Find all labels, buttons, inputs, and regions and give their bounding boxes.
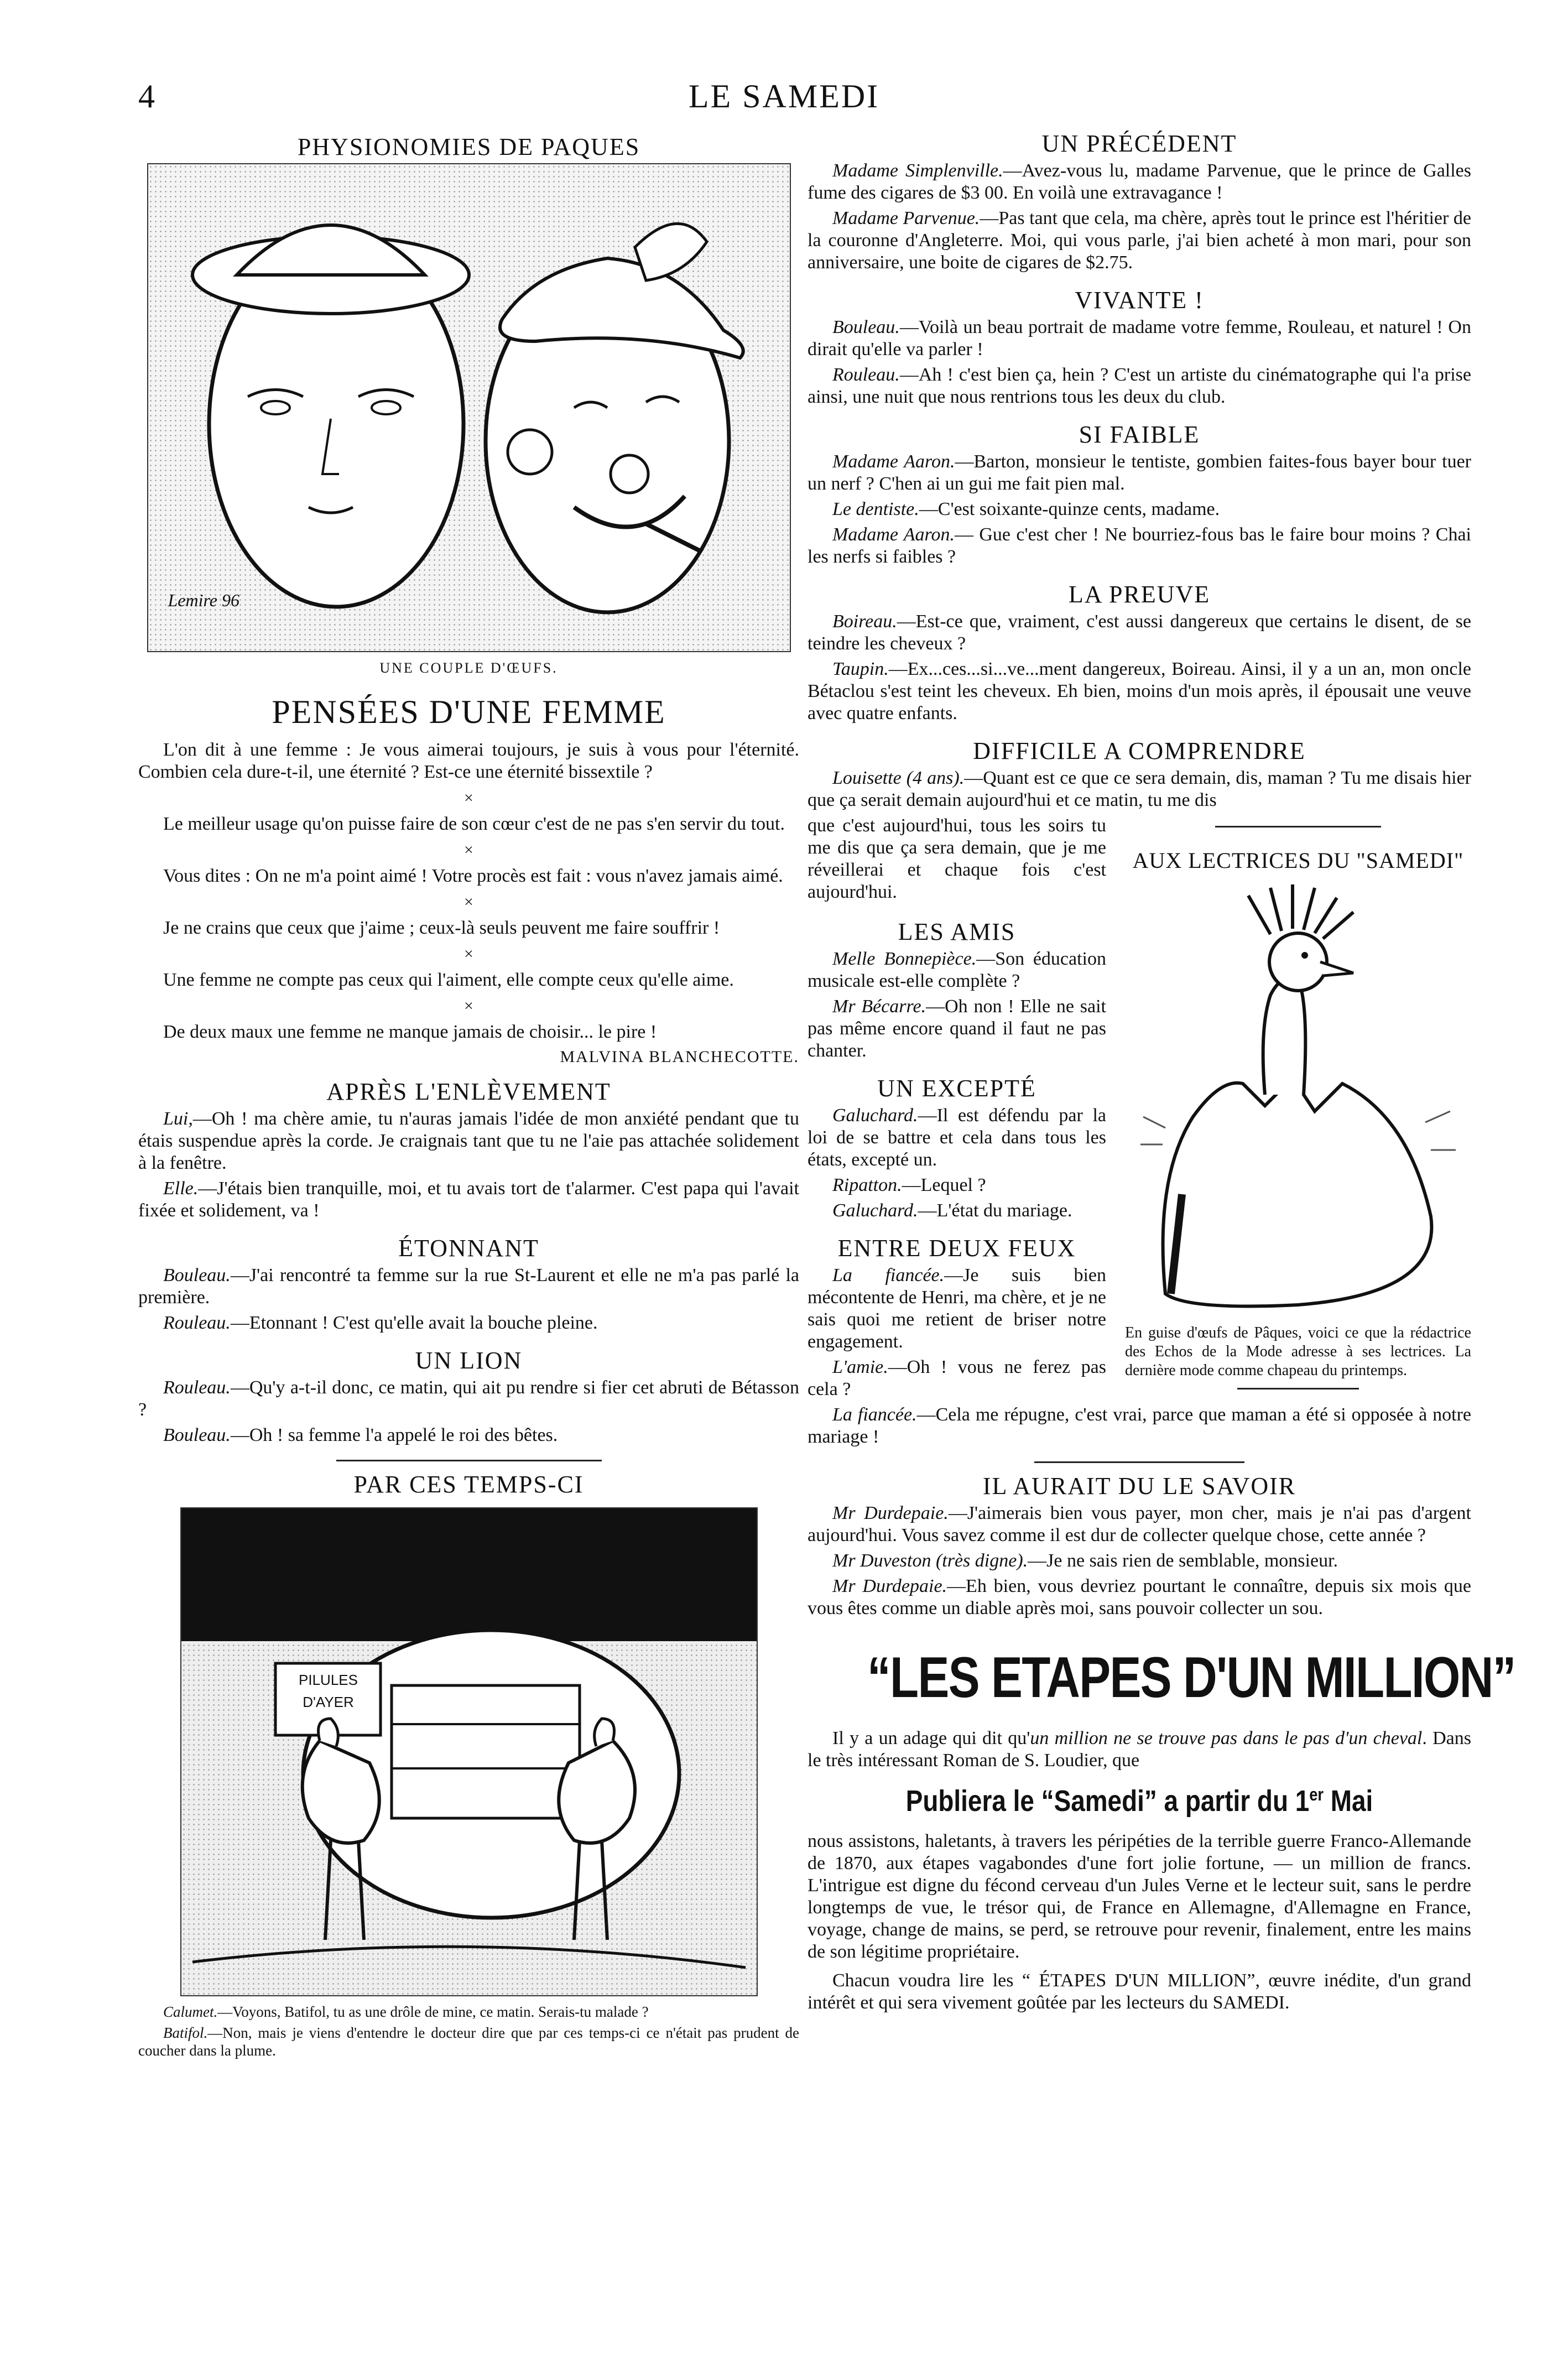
right-column <box>808 127 1515 2017</box>
amis-line-1 <box>808 948 1106 992</box>
publication-announcement <box>857 1784 1421 1818</box>
speaker: Bouleau. <box>832 317 900 337</box>
speaker: Boireau. <box>832 611 897 632</box>
temps-line-1 <box>138 2003 799 2021</box>
bird-egg-illustration <box>1132 884 1464 1316</box>
speaker: Madame Aaron. <box>832 451 955 472</box>
speaker: Ripatton. <box>832 1175 902 1195</box>
feux-line-2 <box>808 1356 1106 1401</box>
speaker: Bouleau. <box>163 1425 231 1445</box>
speaker: Melle Bonnepièce. <box>832 949 977 969</box>
section-rule <box>1034 1461 1244 1463</box>
intro-adage: un million ne se trouve pas dans le pas d'un cheval <box>1030 1728 1423 1748</box>
dialogue: —Cela me répugne, c'est vrai, parce que maman a été si opposée à notre mariage ! <box>808 1404 1471 1447</box>
speaker: Bouleau. <box>163 1265 231 1286</box>
dialogue: —Pas tant que cela, ma chère, après tout le prince est l'héritier de la couronne d'Angleterre. Moi, qui vous parle, j'ai bien acheté à mon mari, pour son anniversaire, une boite de cigares de $2.75. <box>808 208 1471 273</box>
speaker: Mr Durdepaie. <box>832 1576 947 1596</box>
section-rule <box>336 1460 602 1461</box>
feux-line-3 <box>808 1404 1471 1448</box>
speaker: Madame Simplenville. <box>832 160 1003 181</box>
section-rule <box>1237 1388 1359 1389</box>
difficile-title: DIFFICILE A COMPRENDRE <box>973 737 1306 764</box>
bird-in-egg-drawing <box>1132 884 1464 1316</box>
dialogue: —Il est défendu par la loi de se battre et cela dans tous les états, excepté un. <box>808 1105 1106 1170</box>
dialogue: —Barton, monsieur le tentiste, gombien faites-fous bayer bour tuer un nerf ? C'hen ai un gui me fait pien mal. <box>808 451 1471 494</box>
etonnant-line-1 <box>138 1264 799 1309</box>
dialogue: —J'étais bien tranquille, moi, et tu avais tort de t'alarmer. C'est papa qui l'avait fixée et solidement, va ! <box>138 1178 799 1221</box>
speaker: Rouleau. <box>163 1313 231 1333</box>
pills-sign <box>279 1669 378 1713</box>
pensee-4: Je ne crains que ceux que j'aime ; ceux-là seuls peuvent me faire souffrir ! <box>163 918 720 938</box>
apres-title: APRÈS L'ENLÈVEMENT <box>326 1078 611 1105</box>
excepte-line-3 <box>808 1200 1106 1222</box>
dialogue: —Voyons, Batifol, tu as une drôle de mine, ce matin. Serais-tu malade ? <box>217 2003 649 2020</box>
artist-signature: Lemire 96 <box>168 590 239 610</box>
etapes-closing: Chacun voudra lire les “ ÉTAPES D'UN MILLION”, œuvre inédite, d'un grand intérêt et qui sera vivement goûtée par les lecteurs du SAMEDI. <box>808 1970 1471 2013</box>
faible-line-3 <box>808 524 1471 568</box>
speaker: Madame Aaron. <box>832 524 955 545</box>
pensee-3: Vous dites : On ne m'a point aimé ! Votre procès est fait : vous n'avez jamais aimé. <box>163 866 783 886</box>
dialogue: —Avez-vous lu, madame Parvenue, que le prince de Galles fume des cigares de $3 00. En voilà une extravagance ! <box>808 160 1471 203</box>
speaker: Rouleau. <box>832 365 900 385</box>
temps-line-2 <box>138 2024 799 2059</box>
page-number: 4 <box>138 78 155 115</box>
separator: × <box>464 841 473 859</box>
physionomies-title: PHYSIONOMIES DE PAQUES <box>297 133 640 160</box>
dialogue: —Non, mais je viens d'entendre le docteur dire que par ces temps-ci ce n'était pas prudent de coucher dans la plume. <box>138 2024 799 2059</box>
pensee-1: L'on dit à une femme : Je vous aimerai toujours, je suis à vous pour l'éternité. Combien cela dure-t-il, une éternité ? Est-ce une éternité bissextile ? <box>138 740 799 782</box>
speaker: La fiancée. <box>832 1404 917 1425</box>
separator: × <box>464 997 473 1015</box>
speaker: Le dentiste. <box>832 499 919 519</box>
lectrices-caption: En guise d'œufs de Pâques, voici ce que la rédactrice des Echos de la Mode adresse à ses lectrices. La dernière mode comme chapeau du printemps. <box>1125 1324 1471 1379</box>
speaker: Taupin. <box>832 659 889 679</box>
pensees-title: PENSÉES D'UNE FEMME <box>272 694 666 730</box>
dialogue: —Je suis bien mécontente de Henri, ma chère, et je ne sais quoi me retient de briser notre engagement. <box>808 1265 1106 1352</box>
etapes-title: “LES ETAPES D'UN MILLION” <box>867 1646 1515 1710</box>
roosters-illustration <box>180 1507 758 1996</box>
separator: × <box>464 789 473 807</box>
speaker: Mr Durdepaie. <box>832 1503 949 1523</box>
amis-title: LES AMIS <box>898 918 1016 945</box>
excepte-line-1 <box>808 1105 1106 1171</box>
vivante-line-2 <box>808 364 1471 408</box>
savoir-line-3 <box>808 1575 1471 1620</box>
separator: × <box>464 945 473 963</box>
speaker: La fiancée. <box>832 1265 945 1286</box>
publie-month: Mai <box>1323 1784 1373 1818</box>
masthead: LE SAMEDI <box>688 78 880 115</box>
dialogue: —L'état du mariage. <box>918 1200 1072 1221</box>
dialogue: —Lequel ? <box>902 1175 986 1195</box>
dialogue: —Etonnant ! C'est qu'elle avait la bouche pleine. <box>230 1313 598 1333</box>
dialogue: —Oh non ! Elle ne sait pas même encore quand il faut ne pas chanter. <box>808 996 1106 1061</box>
section-rule <box>1215 826 1381 828</box>
etonnant-title: ÉTONNANT <box>398 1235 539 1262</box>
preuve-line-2 <box>808 658 1471 725</box>
savoir-title: IL AURAIT DU LE SAVOIR <box>982 1472 1296 1500</box>
speaker: Galuchard. <box>832 1200 918 1221</box>
difficile-continued: que c'est aujourd'hui, tous les soirs tu me dis que ça sera demain, que je me réveillerai et chaque fois c'est aujourd'hui. <box>808 815 1106 902</box>
intro-end: . Dans le très intéressant Roman de S. Loudier, que <box>808 1728 1471 1771</box>
dialogue: —J'ai rencontré ta femme sur la rue St-Laurent et elle ne m'a pas parlé la première. <box>138 1265 799 1308</box>
publie-ordinal: er <box>1309 1784 1324 1804</box>
pensee-6: De deux maux une femme ne manque jamais de choisir... le pire ! <box>163 1022 657 1042</box>
dialogue: — Gue c'est cher ! Ne bourriez-fous bas le faire bour moins ? Chai les nerfs si faibles ? <box>808 524 1471 567</box>
preuve-title: LA PREUVE <box>1068 581 1211 608</box>
etapes-body: nous assistons, haletants, à travers les péripéties de la terrible guerre Franco-Allemande de 1870, aux étapes vagabondes d'une fort jolie fortune, — un million de francs. L'intrigue est digne du fécond cerveau d'un Jules Verne et le lecteur suit, sans le perdre longtemps de vue, le trésor qui, de France en Allemagne, d'Allemagne en France, voyage, change de mains, se perd, se retrouve pour revenir, finalement, entre les mains de son légitime propriétaire. <box>808 1831 1471 1962</box>
left-column <box>138 127 799 2063</box>
dialogue: —Quant est ce que ce sera demain, dis, maman ? Tu me disais hier que ça serait demain aujourd'hui et ce matin, tu me dis <box>808 768 1471 810</box>
dialogue: —Oh ! vous ne ferez pas cela ? <box>808 1357 1106 1399</box>
roosters-drawing <box>181 1508 757 1995</box>
pensees-signature: MALVINA BLANCHECOTTE. <box>560 1048 799 1066</box>
pensee-2: Le meilleur usage qu'on puisse faire de son cœur c'est de ne pas s'en servir du tout. <box>163 814 785 834</box>
speaker: L'amie. <box>832 1357 888 1377</box>
dialogue: —Son éducation musicale est-elle complète ? <box>808 949 1106 991</box>
faible-line-2 <box>808 498 1471 521</box>
speaker: Mr Bécarre. <box>832 996 926 1017</box>
sub-column-right <box>1125 815 1471 1404</box>
dialogue: —Est-ce que, vraiment, c'est aussi dangereux que certains le disent, de se teindre les cheveux ? <box>808 611 1471 654</box>
speaker: Calumet. <box>163 2003 218 2020</box>
publie-text: Publiera le “Samedi” a partir du 1 <box>905 1784 1310 1818</box>
temps-title: PAR CES TEMPS-CI <box>353 1471 584 1498</box>
sub-column-left <box>808 815 1106 1404</box>
intro-start: Il y a un adage qui dit qu' <box>832 1728 1030 1748</box>
speaker: Batifol. <box>163 2024 208 2041</box>
speaker: Lui, <box>163 1108 193 1129</box>
dialogue: —Oh ! ma chère amie, tu n'auras jamais l'idée de mon anxiété pendant que tu étais suspendue après la corde. Je craignais tant que tu ne l'aie pas attachée solidement à la fenêtre. <box>138 1108 799 1173</box>
sign-line-2: D'AYER <box>303 1694 354 1710</box>
two-column-block <box>808 815 1471 1404</box>
difficile-line-1 <box>808 767 1471 811</box>
excepte-line-2 <box>808 1174 1106 1196</box>
precedent-title: UN PRÉCÉDENT <box>1041 130 1237 157</box>
dialogue: —J'aimerais bien vous payer, mon cher, mais je n'ai pas d'argent aujourd'hui. Vous savez comme il est dur de collecter quelque chose, cette année ? <box>808 1503 1471 1545</box>
speaker: Louisette (4 ans). <box>832 768 965 788</box>
speaker: Mr Duveston (très digne). <box>832 1550 1028 1571</box>
egg-couple-drawing <box>148 164 790 651</box>
precedent-line-1 <box>808 160 1471 204</box>
apres-line-2 <box>138 1178 799 1222</box>
dialogue: —Ah ! c'est bien ça, hein ? C'est un artiste du cinématographe qui l'a prise ainsi, une nuit que nous rentrions tous les deux du club. <box>808 365 1471 407</box>
excepte-title: UN EXCEPTÉ <box>877 1075 1036 1102</box>
speaker: Madame Parvenue. <box>832 208 980 228</box>
feux-title: ENTRE DEUX FEUX <box>837 1235 1076 1262</box>
dialogue: —Eh bien, vous devriez pourtant le connaître, depuis six mois que vous êtes comme un diable après moi, sans pouvoir collecter un sou. <box>808 1576 1471 1618</box>
dialogue: —Voilà un beau portrait de madame votre femme, Rouleau, et naturel ! On dirait qu'elle va parler ! <box>808 317 1471 360</box>
etapes-intro <box>808 1727 1471 1772</box>
speaker: Rouleau. <box>163 1377 231 1398</box>
dialogue: —Je ne sais rien de semblable, monsieur. <box>1028 1550 1338 1571</box>
etonnant-line-2 <box>138 1312 799 1334</box>
lion-title: UN LION <box>415 1347 523 1374</box>
preuve-line-1 <box>808 611 1471 655</box>
speaker: Elle. <box>163 1178 199 1199</box>
faible-title: SI FAIBLE <box>1079 421 1200 448</box>
dialogue: —Ex...ces...si...ve...ment dangereux, Boireau. Ainsi, il y a un an, mon oncle Bétaclou s'est teint les cheveux. Eh bien, moins d'un mois après, il épousait une veuve avec quatre enfants. <box>808 659 1471 724</box>
lion-line-1 <box>138 1377 799 1421</box>
feux-line-1 <box>808 1264 1106 1353</box>
savoir-line-1 <box>808 1502 1471 1547</box>
dialogue: —C'est soixante-quinze cents, madame. <box>919 499 1220 519</box>
vivante-line-1 <box>808 316 1471 361</box>
apres-line-1 <box>138 1108 799 1174</box>
vivante-title: VIVANTE ! <box>1075 287 1204 314</box>
lectrices-title: AUX LECTRICES DU "SAMEDI" <box>1132 848 1464 873</box>
dialogue: —Oh ! sa femme l'a appelé le roi des bêtes. <box>230 1425 558 1445</box>
lion-line-2 <box>138 1424 799 1446</box>
separator: × <box>464 893 473 911</box>
amis-line-2 <box>808 996 1106 1062</box>
sign-line-1: PILULES <box>299 1672 358 1688</box>
easter-eggs-illustration <box>147 163 791 652</box>
faible-line-1 <box>808 451 1471 495</box>
precedent-line-2 <box>808 207 1471 274</box>
dialogue: —Qu'y a-t-il donc, ce matin, qui ait pu rendre si fier cet abruti de Bétasson ? <box>138 1377 799 1420</box>
running-header <box>138 77 1430 122</box>
pensee-5: Une femme ne compte pas ceux qui l'aiment, elle compte ceux qu'elle aime. <box>163 970 734 990</box>
physionomies-caption: UNE COUPLE D'ŒUFS. <box>379 660 558 676</box>
savoir-line-2 <box>808 1550 1471 1572</box>
speaker: Galuchard. <box>832 1105 918 1126</box>
